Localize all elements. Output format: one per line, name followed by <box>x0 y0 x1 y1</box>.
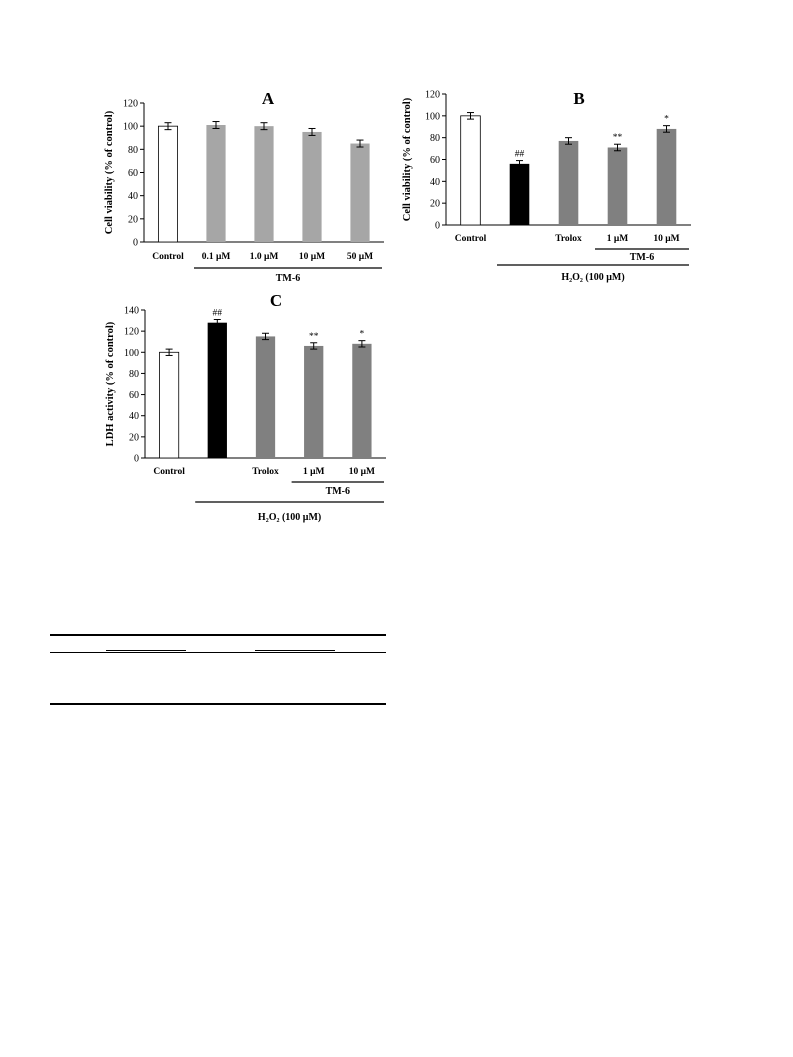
y-tick-label: 100 <box>123 121 138 133</box>
x-tick-label: Control <box>152 252 184 262</box>
y-tick-label: 0 <box>134 453 139 465</box>
bar <box>206 125 225 242</box>
y-tick-label: 100 <box>425 111 440 123</box>
significance-mark: ## <box>514 149 525 160</box>
y-axis-label: Cell viability (% of control) <box>402 97 413 222</box>
bar <box>208 323 227 458</box>
group-label: H₂O₂ (100 μM) <box>561 272 625 283</box>
y-tick-label: 80 <box>430 133 440 145</box>
y-tick-label: 120 <box>123 98 138 110</box>
y-tick-label: 120 <box>124 326 139 338</box>
x-tick-label: Control <box>454 234 487 244</box>
bar <box>254 126 273 242</box>
y-tick-label: 140 <box>124 305 139 317</box>
bar <box>304 346 323 458</box>
y-axis-label: LDH activity (% of control) <box>105 321 116 447</box>
bar <box>461 116 481 225</box>
x-tick-label: Trolox <box>252 467 279 477</box>
bar <box>352 344 371 458</box>
x-tick-label: 10 μM <box>653 234 680 244</box>
y-axis-label: Cell viability (% of control) <box>104 110 115 235</box>
y-tick-label: 40 <box>129 411 139 423</box>
bar <box>159 352 178 458</box>
panel-label: C <box>269 291 283 310</box>
group-label: TM-6 <box>325 486 351 497</box>
y-tick-label: 60 <box>430 155 440 166</box>
bar <box>302 132 321 242</box>
table-rule-mid <box>50 652 386 653</box>
y-tick-label: 120 <box>425 89 440 101</box>
bar <box>657 129 677 225</box>
y-tick-label: 20 <box>129 432 139 444</box>
significance-mark: ** <box>612 133 623 144</box>
x-tick-label: Trolox <box>555 234 582 244</box>
chart-panel-c <box>105 291 386 523</box>
y-tick-label: 80 <box>128 144 138 156</box>
x-tick-label: 10 μM <box>348 467 376 477</box>
x-tick-label: 50 μM <box>346 252 374 262</box>
group-label: H₂O₂ (100 μM) <box>257 512 322 523</box>
significance-mark: ** <box>308 331 319 342</box>
chart-panel-a <box>104 89 384 284</box>
x-tick-label: 1 μM <box>302 467 325 477</box>
bar <box>158 126 177 242</box>
y-tick-label: 60 <box>128 168 138 179</box>
panel-label: B <box>573 89 585 108</box>
bar <box>559 141 579 225</box>
table-subrule-left <box>106 650 186 651</box>
y-tick-label: 60 <box>129 390 139 402</box>
significance-mark: * <box>359 329 365 340</box>
bar <box>350 144 369 242</box>
y-tick-label: 20 <box>430 198 440 210</box>
x-tick-label: 0.1 μM <box>201 252 231 262</box>
group-label: TM-6 <box>275 273 301 284</box>
y-tick-label: 40 <box>430 176 440 188</box>
significance-mark: * <box>664 114 669 125</box>
table-rule-bottom <box>50 703 386 705</box>
chart-panel-b <box>402 89 691 283</box>
x-tick-label: 1.0 μM <box>249 252 279 262</box>
panel-label: A <box>261 89 275 108</box>
y-tick-label: 100 <box>124 347 139 359</box>
table-rule-top <box>50 634 386 636</box>
bar <box>256 336 275 458</box>
y-tick-label: 0 <box>435 220 440 232</box>
y-tick-label: 40 <box>128 191 138 203</box>
table-subrule-right <box>255 650 335 651</box>
x-tick-label: 1 μM <box>606 234 629 244</box>
x-tick-label: 10 μM <box>298 252 326 262</box>
group-label: TM-6 <box>629 252 655 263</box>
y-tick-label: 20 <box>128 214 138 226</box>
bar <box>608 147 628 225</box>
significance-mark: ## <box>212 308 223 319</box>
x-tick-label: Control <box>153 467 185 477</box>
y-tick-label: 80 <box>129 368 139 380</box>
y-tick-label: 0 <box>133 237 138 249</box>
bar <box>510 164 530 225</box>
